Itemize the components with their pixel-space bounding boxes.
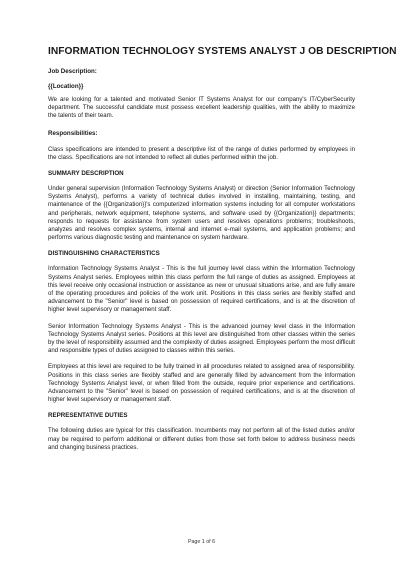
representative-heading: REPRESENTATIVE DUTIES	[48, 412, 128, 420]
page-footer: Page 1 of 6	[187, 539, 216, 545]
intro-paragraph: We are looking for a talented and motivated Senior IT Systems Analyst for our company's IT/CyberSecurity department. The successful candidate must possess excellent leadership qualities, with the ability to maximize the talents of their team.	[48, 96, 355, 120]
distinguishing-paragraph-1: Information Technology Systems Analyst - This is the full journey level class within the Information Technology Systems Analyst series. Employees within this class perform the full range of duties as assigned. Employees at this level receive only occasional instruction or assistance as new or unusual situations arise, and are fully aware of the operating procedures and policies of the work unit. Positions in this class series are flexibly staffed and advancement to the "Senior" level is based on possession of required certifications, and is at the discretion of higher level supervisory or management staff.	[48, 265, 355, 314]
distinguishing-heading: DISTINGUISHING CHARACTERISTICS	[48, 250, 160, 258]
responsibilities-label: Responsibilities:	[48, 129, 98, 137]
summary-heading: SUMMARY DESCRIPTION	[48, 170, 124, 178]
location-placeholder: {{Location}}	[48, 83, 84, 90]
document-title: INFORMATION TECHNOLOGY SYSTEMS ANALYST J OB DESCRIPTION	[48, 46, 397, 57]
representative-paragraph: The following duties are typical for this classification. Incumbents may not perform all of the listed duties and/or may be required to perform additional or different duties from those set forth below to address business needs and changing business practices.	[48, 427, 355, 451]
distinguishing-paragraph-2: Senior Information Technology Systems Analyst - This is the advanced journey level class in the Information Technology Systems Analyst series. Positions at this level are distinguished from other classes within the series by the level of responsibility assumed and the complexity of duties assigned. Employees perform the most difficult and responsible types of duties assigned to classes within this series.	[48, 322, 355, 355]
distinguishing-paragraph-3: Employees at this level are required to be fully trained in all procedures related to assigned area of responsibility. Positions in this class series are flexibly staffed and are generally filled by advancement from the Information Technology Systems Analyst level, or when filled from the outside, require prior experience and certifications. Advancement to the "Senior" level is based on possession of required certifications, and is at the discretion of higher level supervisory or management staff.	[48, 363, 355, 404]
responsibilities-paragraph: Class specifications are intended to present a descriptive list of the range of duties performed by employees in the class. Specifications are not intended to reflect all duties performed within the job.	[48, 145, 355, 161]
summary-paragraph: Under general supervision (Information Technology Systems Analyst) or direction (Senior Information Technology Systems Analyst), performs a variety of technical duties involved in installing, maintaining, testing, and maintenance of the {{Organization}}'s computerized information systems including for all computer workstations and peripherals, network equipment, telephone systems, and software used by {{Organization}} departments; responds to requests for assistance from system users and resolves operations problems; troubleshoots, analyzes and resolves complex systems, internal and internet e-mail systems, and application problems; and performs various diagnostic testing and maintenance on system hardware.	[48, 185, 355, 242]
job-description-label: Job Description:	[48, 68, 97, 75]
